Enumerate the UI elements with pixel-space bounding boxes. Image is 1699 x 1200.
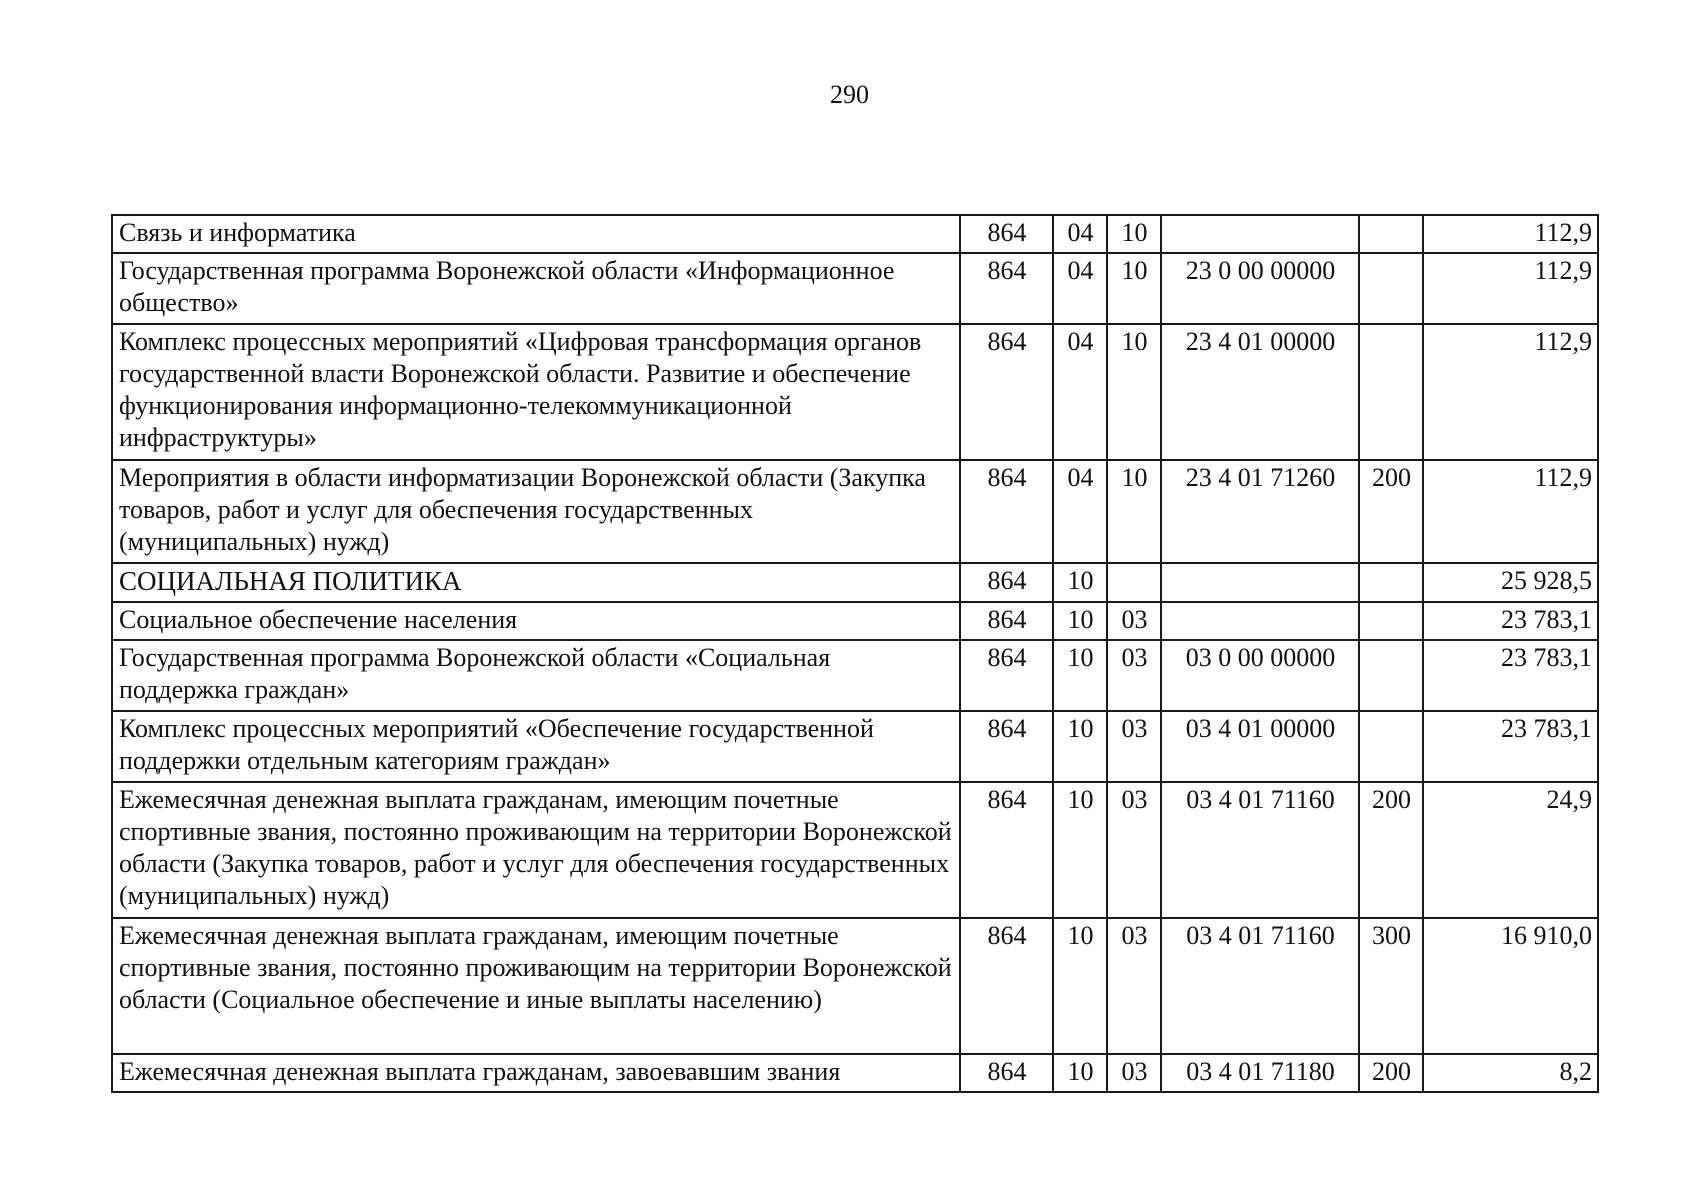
row-target-article: 23 4 01 71260 (1161, 460, 1359, 563)
row-expense-type: 200 (1359, 782, 1423, 918)
row-section-code: 04 (1053, 253, 1107, 324)
row-amount: 112,9 (1423, 253, 1598, 324)
row-amount: 112,9 (1423, 215, 1598, 253)
row-section-code: 10 (1053, 918, 1107, 1054)
row-section-code: 10 (1053, 563, 1107, 602)
row-name: Государственная программа Воронежской области «Социальная поддержка граждан» (112, 640, 960, 711)
row-expense-type (1359, 324, 1423, 460)
row-subsection-code: 03 (1107, 602, 1161, 640)
row-section-code: 04 (1053, 324, 1107, 460)
row-target-article: 23 4 01 00000 (1161, 324, 1359, 460)
row-department-code: 864 (960, 602, 1053, 640)
row-target-article: 03 4 01 71180 (1161, 1054, 1359, 1092)
table-row (112, 215, 1598, 253)
row-subsection-code: 03 (1107, 711, 1161, 782)
row-amount: 23 783,1 (1423, 602, 1598, 640)
row-department-code: 864 (960, 918, 1053, 1054)
table-row (112, 460, 1598, 563)
row-target-article (1161, 563, 1359, 602)
row-subsection-code: 03 (1107, 782, 1161, 918)
row-section-code: 10 (1053, 782, 1107, 918)
table-row (112, 782, 1598, 918)
table-row (112, 324, 1598, 460)
row-target-article: 03 4 01 71160 (1161, 782, 1359, 918)
row-amount: 8,2 (1423, 1054, 1598, 1092)
row-name: Мероприятия в области информатизации Воронежской области (Закупка товаров, работ и услуг для обеспечения государственных (муниципальных) нужд) (112, 460, 960, 563)
table-row (112, 253, 1598, 324)
row-expense-type (1359, 253, 1423, 324)
row-amount: 23 783,1 (1423, 640, 1598, 711)
row-amount: 24,9 (1423, 782, 1598, 918)
row-expense-type: 200 (1359, 1054, 1423, 1092)
budget-table (111, 214, 1599, 1093)
row-name: Государственная программа Воронежской области «Информационное общество» (112, 253, 960, 324)
row-subsection-code: 10 (1107, 215, 1161, 253)
row-amount: 16 910,0 (1423, 918, 1598, 1054)
table-row (112, 1054, 1598, 1092)
row-section-code: 04 (1053, 460, 1107, 563)
row-department-code: 864 (960, 782, 1053, 918)
row-expense-type (1359, 602, 1423, 640)
row-expense-type (1359, 563, 1423, 602)
row-amount: 23 783,1 (1423, 711, 1598, 782)
table-row (112, 640, 1598, 711)
row-department-code: 864 (960, 563, 1053, 602)
row-expense-type (1359, 711, 1423, 782)
row-subsection-code: 03 (1107, 1054, 1161, 1092)
row-section-code: 04 (1053, 215, 1107, 253)
row-subsection-code: 10 (1107, 253, 1161, 324)
table-row (112, 563, 1598, 602)
row-name: Комплекс процессных мероприятий «Цифровая трансформация органов государственной власти Воронежской области. Развитие и обеспечение функционирования информационно-телекоммуникационной инфраструктуры» (112, 324, 960, 460)
page-number: 290 (830, 80, 869, 109)
row-section-code: 10 (1053, 602, 1107, 640)
row-amount: 112,9 (1423, 460, 1598, 563)
row-department-code: 864 (960, 324, 1053, 460)
row-expense-type: 300 (1359, 918, 1423, 1054)
row-name: Ежемесячная денежная выплата гражданам, завоевавшим звания (112, 1054, 960, 1092)
row-department-code: 864 (960, 215, 1053, 253)
row-subsection-code: 10 (1107, 324, 1161, 460)
row-department-code: 864 (960, 640, 1053, 711)
table-row (112, 602, 1598, 640)
row-department-code: 864 (960, 1054, 1053, 1092)
row-department-code: 864 (960, 711, 1053, 782)
row-department-code: 864 (960, 253, 1053, 324)
row-name: Комплекс процессных мероприятий «Обеспечение государственной поддержки отдельным категориям граждан» (112, 711, 960, 782)
row-subsection-code (1107, 563, 1161, 602)
table-row (112, 918, 1598, 1054)
row-expense-type (1359, 215, 1423, 253)
row-target-article (1161, 602, 1359, 640)
row-name: Социальное обеспечение населения (112, 602, 960, 640)
row-target-article: 03 4 01 71160 (1161, 918, 1359, 1054)
row-target-article: 03 4 01 00000 (1161, 711, 1359, 782)
row-target-article: 03 0 00 00000 (1161, 640, 1359, 711)
row-section-code: 10 (1053, 640, 1107, 711)
row-expense-type (1359, 640, 1423, 711)
row-department-code: 864 (960, 460, 1053, 563)
row-amount: 25 928,5 (1423, 563, 1598, 602)
row-subsection-code: 10 (1107, 460, 1161, 563)
row-name: Ежемесячная денежная выплата гражданам, имеющим почетные спортивные звания, постоянно проживающим на территории Воронежской области (Социальное обеспечение и иные выплаты населению) (112, 918, 960, 1054)
row-amount: 112,9 (1423, 324, 1598, 460)
row-subsection-code: 03 (1107, 918, 1161, 1054)
row-subsection-code: 03 (1107, 640, 1161, 711)
row-section-code: 10 (1053, 711, 1107, 782)
row-target-article: 23 0 00 00000 (1161, 253, 1359, 324)
row-name: Ежемесячная денежная выплата гражданам, имеющим почетные спортивные звания, постоянно проживающим на территории Воронежской области (Закупка товаров, работ и услуг для обеспечения государственных (муниципальных) нужд) (112, 782, 960, 918)
row-name: Связь и информатика (112, 215, 960, 253)
row-section-code: 10 (1053, 1054, 1107, 1092)
row-expense-type: 200 (1359, 460, 1423, 563)
table-row (112, 711, 1598, 782)
row-target-article (1161, 215, 1359, 253)
row-name: СОЦИАЛЬНАЯ ПОЛИТИКА (112, 563, 960, 602)
